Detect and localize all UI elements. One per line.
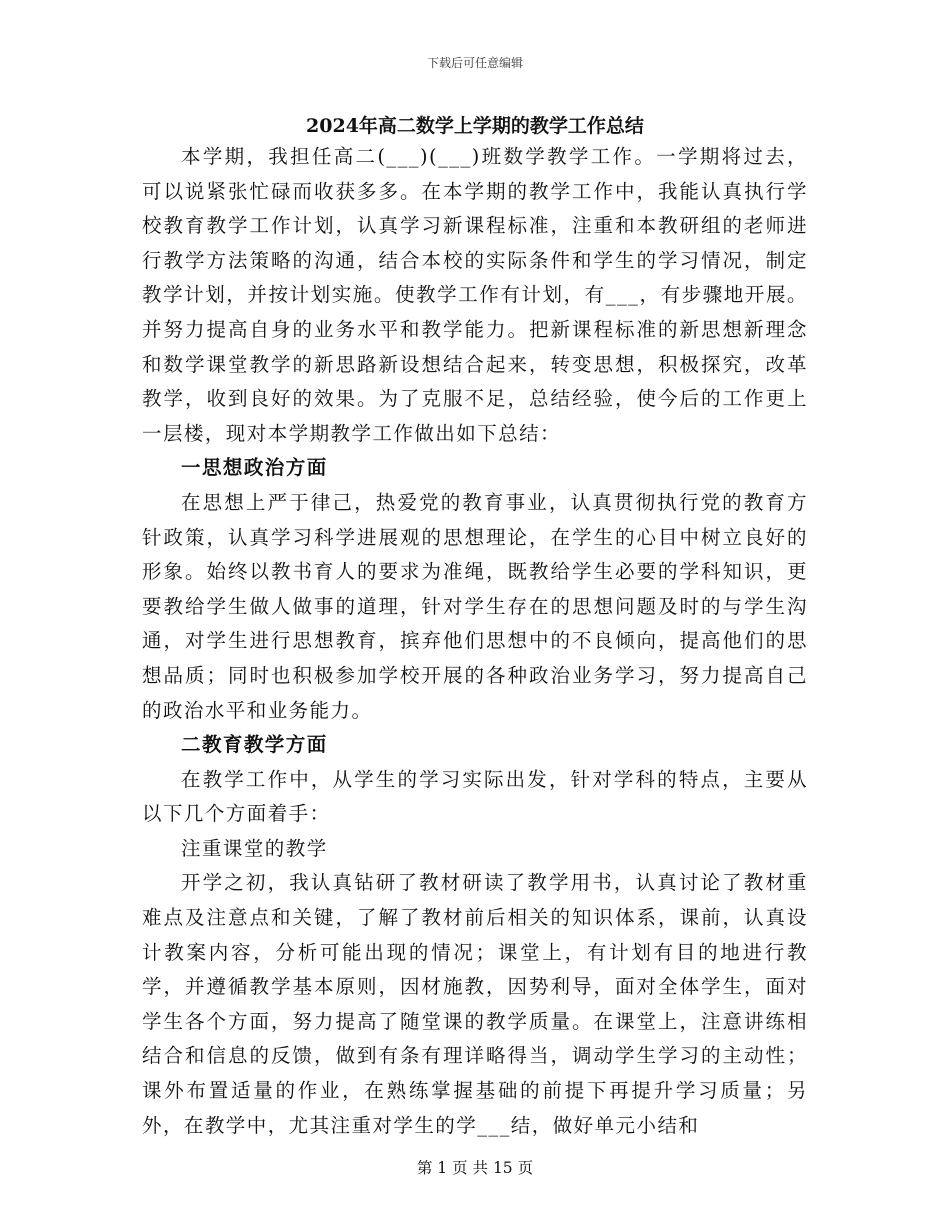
paragraph-classroom: 开学之初，我认真钻研了教材研读了教学用书，认真讨论了教材重难点及注意点和关键，了解了教材前后相关的知识体系，课前，认真设计教案内容，分析可能出现的情况；课堂上，有计划有目的地进行教学，并遵循教学基本原则，因材施教，因势利导，面对全体学生，面对学生各个方面，努力提高了随堂课的教学质量。在课堂上，注意讲练相结合和信息的反馈，做到有条有理详略得当，调动学生学习的主动性；课外布置适量的作业，在熟练掌握基础的前提下再提升学习质量；另外，在教学中，尤其注重对学生的学___结，做好单元小结和	[142, 871, 808, 1137]
subheading-classroom: 注重课堂的教学	[181, 836, 328, 860]
header-note: 下载后可任意编辑	[426, 56, 523, 70]
paragraph-political: 在思想上严于律己，热爱党的教育事业，认真贯彻执行党的教育方针政策，认真学习科学进展观的思想理论，在学生的心目中树立良好的形象。始终以教书育人的要求为准绳，既教给学生必要的学科知识，更要教给学生做人做事的道理，针对学生存在的思想问题及时的与学生沟通，对学生进行思想教育，摈弃他们思想中的不良倾向，提高他们的思想品质；同时也积极参加学校开展的各种政治业务学习，努力提高自己的政治水平和业务能力。	[142, 490, 808, 722]
paragraph-intro: 本学期，我担任高二(___)(___)班数学教学工作。一学期将过去，可以说紧张忙碌而收获多多。在本学期的教学工作中，我能认真执行学校教育教学工作计划，认真学习新课程标准，注重和本教研组的老师进行教学方法策略的沟通，结合本校的实际条件和学生的学习情况，制定教学计划，并按计划实施。使教学工作有计划，有___，有步骤地开展。并努力提高自身的业务水平和教学能力。把新课程标准的新思想新理念和数学课堂教学的新思路新设想结合起来，转变思想，积极探究，改革教学，收到良好的效果。为了克服不足，总结经验，使今后的工作更上一层楼，现对本学期教学工作做出如下总结：	[142, 145, 808, 445]
paragraph-teaching-intro: 在教学工作中，从学生的学习实际出发，针对学科的特点，主要从以下几个方面着手：	[142, 767, 808, 826]
heading-teaching: 二教育教学方面	[181, 733, 328, 757]
heading-political: 一思想政治方面	[181, 456, 328, 480]
document-title: 2024年高二数学上学期的教学工作总结	[306, 115, 644, 137]
document-body	[142, 140, 808, 1143]
page-number: 第 1 页 共 15 页	[416, 1159, 534, 1177]
